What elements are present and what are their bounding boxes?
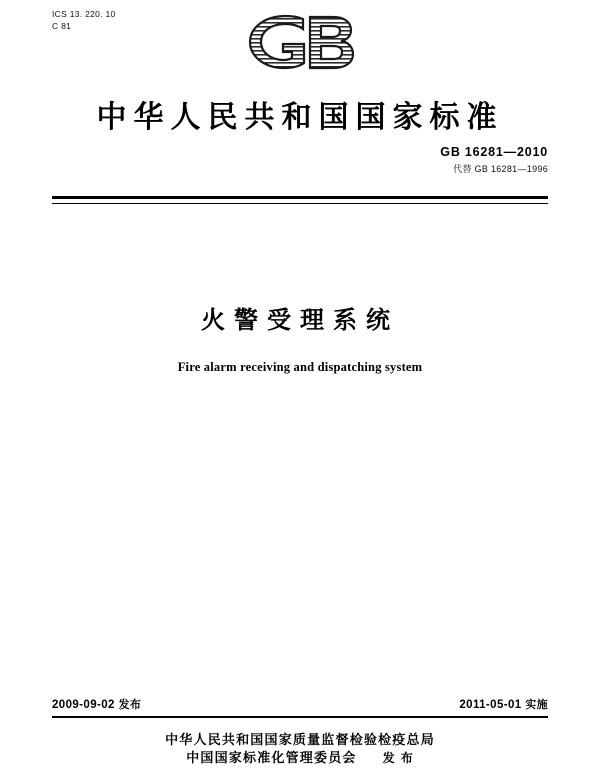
gb-emblem-icon (234, 6, 366, 78)
divider-thin (52, 203, 548, 204)
standard-number-block (440, 145, 548, 175)
divider-footer (52, 716, 548, 718)
standard-title-english: Fire alarm receiving and dispatching system (177, 360, 423, 374)
effective-date-label: 实施 (525, 698, 548, 711)
ics-code: ICS 13. 220. 10 (52, 9, 116, 19)
standard-number: GB 16281—2010 (440, 145, 548, 159)
issue-date (52, 696, 141, 712)
issuer-line-2: 中国国家标准化管理委员会 (186, 751, 357, 767)
ics-classification-block (52, 8, 116, 33)
replaced-standard: 代替 GB 16281—1996 (453, 164, 548, 174)
ccs-code: C 81 (52, 21, 72, 32)
page-title: 中华人民共和国国家标准 (96, 100, 504, 135)
publish-word: 发 布 (382, 751, 414, 766)
issuer-line-1: 中华人民共和国国家质量监督检验检疫总局 (165, 733, 435, 748)
issuing-organizations (0, 732, 600, 769)
divider-thick (52, 196, 548, 199)
standard-title-chinese: 火警受理系统 (201, 306, 399, 334)
issuer-line-2-row (0, 750, 600, 768)
effective-date (459, 696, 548, 712)
effective-date-value: 2011-05-01 (459, 699, 522, 711)
issue-date-value: 2009-09-02 (52, 699, 115, 711)
issue-date-label: 发布 (118, 698, 142, 711)
